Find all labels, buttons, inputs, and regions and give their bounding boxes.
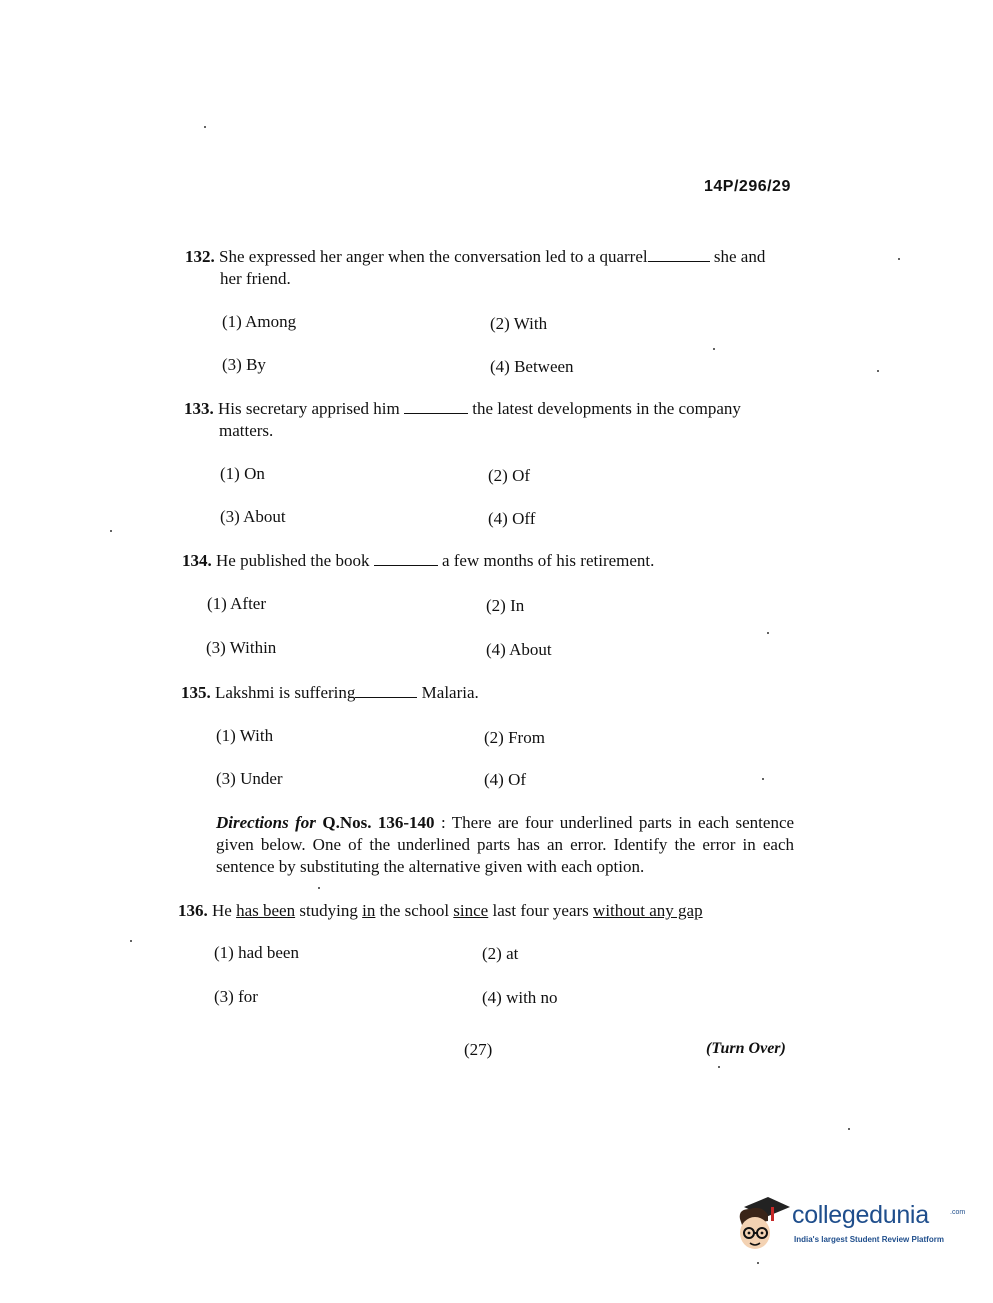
option-4: (4) Between: [490, 357, 574, 376]
turn-over-label: (Turn Over): [706, 1040, 786, 1057]
underlined-part-c: since: [453, 901, 489, 920]
scan-speck: [318, 887, 320, 889]
scan-speck: [110, 530, 112, 532]
underlined-part-b: in: [362, 901, 376, 920]
scan-speck: [762, 778, 764, 780]
scan-speck: [130, 940, 132, 942]
question-number: 132.: [185, 247, 215, 266]
question-133-line2: matters.: [219, 421, 274, 440]
question-text: His secretary apprised him: [218, 399, 400, 418]
option-4: (4) with no: [482, 988, 558, 1007]
option-4: (4) About: [486, 640, 552, 659]
question-136: [178, 900, 798, 922]
question-134: [182, 550, 802, 572]
option-3: (3) Within: [206, 638, 277, 657]
question-text-after: the latest developments in the company: [472, 399, 741, 418]
question-text: She expressed her anger when the conversation led to a quarrel: [219, 247, 648, 266]
directions-lead: Directions for: [216, 813, 316, 832]
question-number: 133.: [184, 399, 214, 418]
directions-block: [216, 812, 794, 878]
option-1: (1) had been: [214, 943, 299, 962]
option-2: (2) at: [482, 944, 519, 963]
scan-speck: [204, 126, 206, 128]
brand-name: collegedunia: [792, 1201, 929, 1229]
answer-blank: [648, 250, 710, 262]
question-132-line2: her friend.: [220, 269, 291, 288]
scan-speck: [848, 1128, 850, 1130]
underlined-part-a: has been: [236, 901, 296, 920]
page-number: (27): [464, 1040, 493, 1059]
answer-blank: [355, 686, 417, 698]
question-text-after: she and: [713, 247, 766, 266]
option-3: (3) Under: [216, 769, 283, 788]
sentence-part: last four years: [488, 901, 594, 920]
option-4: (4) Off: [488, 509, 536, 528]
question-133: [184, 398, 804, 420]
question-132: [185, 246, 805, 268]
question-text-after: Malaria.: [421, 683, 479, 702]
brand-suffix: .com: [950, 1209, 966, 1216]
paper-code: 14P/296/29: [704, 178, 791, 195]
scan-speck: [718, 1066, 720, 1068]
mascot-icon: [734, 1195, 790, 1255]
underlined-part-d: without any gap: [593, 901, 703, 920]
option-2: (2) In: [486, 596, 525, 615]
option-3: (3) By: [222, 355, 266, 374]
sentence-part: the school: [375, 901, 454, 920]
scan-speck: [877, 370, 879, 372]
directions-text: : There are four underlined parts in each sentence given below. One of the underlined parts has an error. Identify the error in each sentence by substituting the alternative given with each option.: [216, 813, 795, 876]
question-text: Lakshmi is suffering: [215, 683, 356, 702]
option-2: (2) With: [490, 314, 548, 333]
collegedunia-watermark: [734, 1195, 964, 1255]
scan-speck: [767, 632, 769, 634]
answer-blank: [374, 554, 438, 566]
option-1: (1) With: [216, 726, 274, 745]
scan-speck: [757, 1262, 759, 1264]
brand-tagline: India's largest Student Review Platform: [794, 1235, 944, 1244]
sentence-part: studying: [295, 901, 363, 920]
question-number: 134.: [182, 551, 212, 570]
option-3: (3) for: [214, 987, 258, 1006]
scan-speck: [713, 348, 715, 350]
question-text: He published the book: [216, 551, 370, 570]
question-number: 136.: [178, 901, 208, 920]
option-1: (1) After: [207, 594, 267, 613]
option-2: (2) Of: [488, 466, 531, 485]
directions-qnos: Q.Nos. 136-140: [322, 813, 435, 832]
option-3: (3) About: [220, 507, 286, 526]
question-number: 135.: [181, 683, 211, 702]
answer-blank: [404, 402, 468, 414]
question-text-after: a few months of his retirement.: [441, 551, 655, 570]
option-4: (4) Of: [484, 770, 527, 789]
option-1: (1) On: [220, 464, 265, 483]
question-135: [181, 682, 801, 704]
option-1: (1) Among: [222, 312, 297, 331]
sentence-part: He: [212, 901, 237, 920]
option-2: (2) From: [484, 728, 545, 747]
scan-speck: [898, 258, 900, 260]
